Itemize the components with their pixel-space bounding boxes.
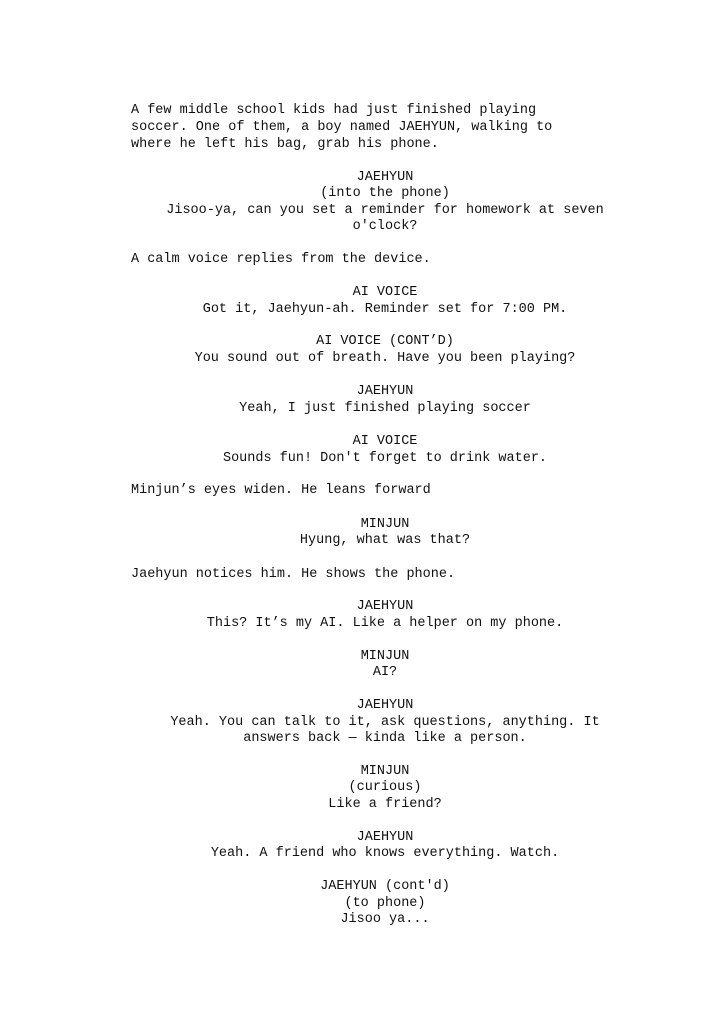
action-line: A few middle school kids had just finished playing [131,103,537,118]
character-cue: AI VOICE [352,285,418,300]
dialogue-line: Jisoo ya... [340,912,430,927]
action-line: A calm voice replies from the device. [131,252,431,267]
character-cue: JAEHYUN [356,830,414,845]
dialogue-line: Sounds fun! Don't forget to drink water. [222,451,548,466]
action-line: where he left his bag, grab his phone. [131,137,439,152]
dialogue-line: Hyung, what was that? [299,533,471,548]
dialogue-line: Got it, Jaehyun-ah. Reminder set for 7:00 PM. [202,302,568,317]
dialogue-line: You sound out of breath. Have you been playing? [194,351,576,366]
character-cue: AI VOICE (CONT’D) [316,334,454,349]
dialogue-line: This? It’s my AI. Like a helper on my phone. [206,616,564,631]
character-cue: AI VOICE [352,434,418,449]
character-cue: MINJUN [360,649,410,664]
dialogue-line: Jisoo-ya, can you set a reminder for homework at seven [166,203,604,218]
action-line: Minjun’s eyes widen. He leans forward [131,483,431,498]
character-cue: MINJUN [360,517,410,532]
action-line: soccer. One of them, a boy named JAEHYUN, walking to [131,120,553,135]
character-cue: JAEHYUN [356,170,414,185]
parenthetical: (into the phone) [320,186,450,201]
dialogue-line: Yeah. A friend who knows everything. Watch. [210,846,560,861]
character-cue: JAEHYUN (cont'd) [320,879,450,894]
character-cue: JAEHYUN [356,698,414,713]
character-cue: JAEHYUN [356,599,414,614]
parenthetical: (curious) [348,780,422,795]
dialogue-line: o'clock? [352,219,418,234]
action-line: Jaehyun notices him. He shows the phone. [131,567,456,582]
parenthetical: (to phone) [344,896,426,911]
dialogue-line: Yeah. You can talk to it, ask questions, anything. It [170,715,600,730]
character-cue: JAEHYUN [356,384,414,399]
dialogue-line: Like a friend? [328,797,442,812]
dialogue-line: AI? [372,665,398,680]
character-cue: MINJUN [360,764,410,779]
dialogue-line: Yeah, I just finished playing soccer [239,401,531,416]
dialogue-line: answers back — kinda like a person. [243,731,527,746]
